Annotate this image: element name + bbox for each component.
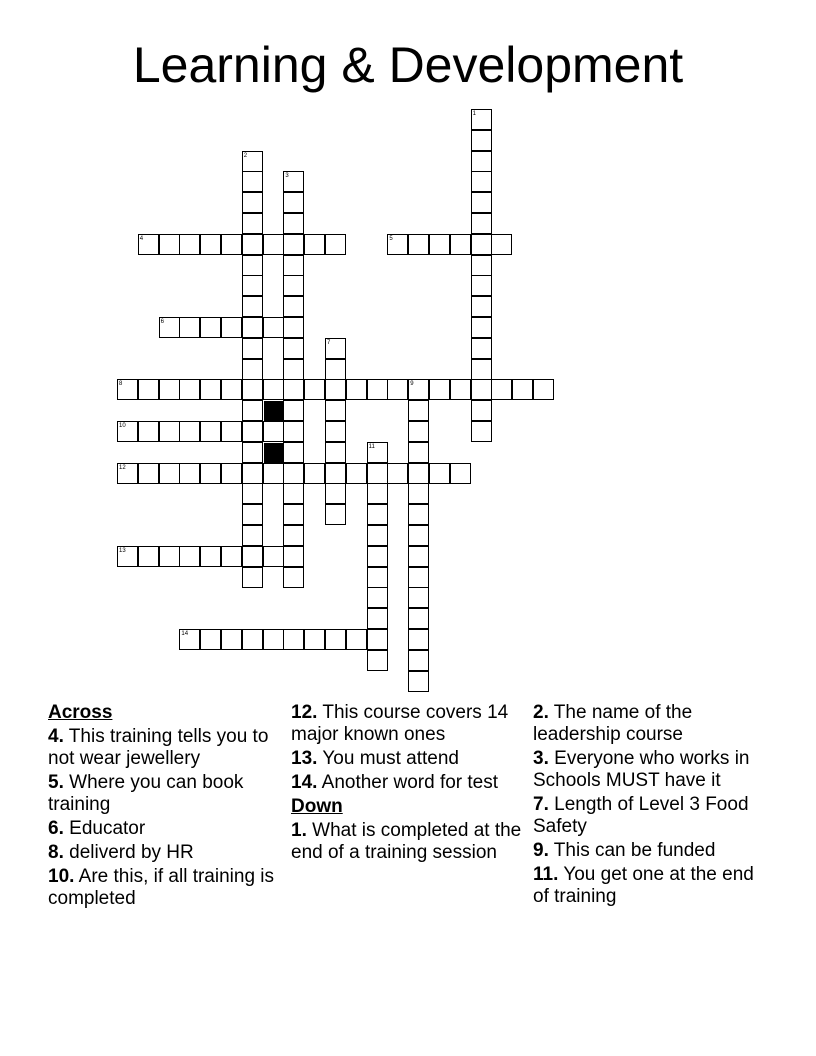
clue-number: 6. — [48, 818, 64, 839]
grid-cell[interactable] — [221, 234, 242, 255]
grid-cell[interactable] — [242, 546, 263, 567]
clues-column-2 — [291, 702, 527, 866]
clue-text: Are this, if all training is completed — [48, 866, 275, 909]
grid-cell[interactable] — [408, 525, 429, 546]
black-square — [264, 443, 284, 463]
grid-cell[interactable] — [325, 400, 346, 421]
grid-cell[interactable] — [471, 400, 492, 421]
clue-text: Another word for test — [321, 772, 499, 793]
grid-cell[interactable] — [283, 483, 304, 504]
grid-cell[interactable] — [242, 317, 263, 338]
cell-number: 13 — [119, 547, 126, 554]
clue-text: Everyone who works in Schools MUST have it — [533, 748, 750, 791]
grid-cell[interactable] — [242, 359, 263, 380]
grid-cell[interactable] — [283, 546, 304, 567]
grid-cell[interactable] — [138, 546, 159, 567]
grid-cell[interactable] — [200, 421, 221, 442]
grid-cell[interactable] — [200, 463, 221, 484]
grid-cell[interactable] — [242, 379, 263, 400]
grid-cell[interactable] — [263, 463, 284, 484]
grid-cell[interactable] — [179, 546, 200, 567]
grid-cell[interactable] — [283, 379, 304, 400]
clue-number: 7. — [533, 794, 549, 815]
grid-cell[interactable] — [346, 463, 367, 484]
grid-cell[interactable] — [283, 400, 304, 421]
page-title: Learning & Development — [132, 37, 684, 93]
clue-across-6 — [48, 818, 284, 840]
grid-cell[interactable] — [471, 296, 492, 317]
grid-cell[interactable] — [221, 629, 242, 650]
grid-cell[interactable] — [408, 546, 429, 567]
grid-cell[interactable] — [283, 213, 304, 234]
grid-cell[interactable] — [179, 379, 200, 400]
grid-cell[interactable] — [242, 442, 263, 463]
cell-number: 11 — [368, 443, 375, 450]
grid-cell[interactable] — [283, 421, 304, 442]
grid-cell[interactable] — [367, 650, 388, 671]
grid-cell[interactable] — [159, 546, 180, 567]
grid-cell[interactable] — [283, 629, 304, 650]
grid-cell[interactable] — [367, 629, 388, 650]
grid-cell[interactable] — [221, 463, 242, 484]
grid-cell[interactable] — [325, 442, 346, 463]
grid-cell[interactable] — [283, 317, 304, 338]
grid-cell[interactable] — [242, 504, 263, 525]
clue-number: 1. — [291, 820, 307, 841]
grid-cell[interactable] — [263, 234, 284, 255]
clues-column-1 — [48, 702, 284, 912]
clue-down-1 — [291, 820, 527, 864]
grid-cell[interactable] — [304, 629, 325, 650]
grid-cell[interactable] — [408, 483, 429, 504]
clue-number: 12. — [291, 702, 318, 723]
grid-cell[interactable] — [283, 255, 304, 276]
grid-cell[interactable] — [200, 546, 221, 567]
grid-cell[interactable] — [408, 650, 429, 671]
grid-cell[interactable] — [429, 463, 450, 484]
clue-number: 3. — [533, 748, 549, 769]
down-heading: Down — [291, 796, 343, 817]
grid-cell[interactable] — [179, 463, 200, 484]
grid-cell[interactable] — [242, 275, 263, 296]
grid-cell[interactable] — [471, 130, 492, 151]
cell-number: 6 — [160, 319, 164, 325]
grid-cell[interactable] — [263, 317, 284, 338]
grid-cell[interactable] — [242, 463, 263, 484]
grid-cell[interactable] — [283, 234, 304, 255]
grid-cell[interactable] — [159, 421, 180, 442]
grid-cell[interactable] — [408, 671, 429, 692]
grid-cell[interactable] — [471, 213, 492, 234]
grid-cell[interactable] — [367, 546, 388, 567]
grid-cell[interactable] — [242, 234, 263, 255]
cell-number: 5 — [389, 235, 393, 242]
grid-cell[interactable] — [283, 338, 304, 359]
grid-cell[interactable] — [367, 379, 388, 400]
clue-text: The name of the leadership course — [533, 702, 693, 745]
grid-cell[interactable] — [325, 379, 346, 400]
grid-cell[interactable] — [450, 379, 471, 400]
grid-cell[interactable] — [367, 483, 388, 504]
cell-number: 4 — [139, 235, 144, 242]
grid-cell[interactable] — [408, 587, 429, 608]
grid-cell[interactable] — [242, 171, 263, 192]
grid-cell[interactable] — [346, 379, 367, 400]
clue-text: Educator — [69, 818, 146, 839]
grid-cell[interactable] — [304, 234, 325, 255]
clue-number: 10. — [48, 866, 75, 887]
grid-cell[interactable] — [325, 234, 346, 255]
grid-cell[interactable] — [159, 379, 180, 400]
clue-number: 14. — [291, 772, 318, 793]
clue-text: You must attend — [322, 748, 459, 769]
grid-cell[interactable] — [242, 629, 263, 650]
grid-cell[interactable] — [367, 587, 388, 608]
clue-text: Where you can book training — [48, 772, 244, 815]
grid-cell[interactable] — [471, 379, 492, 400]
cell-number: 8 — [119, 381, 123, 388]
clue-across-13 — [291, 748, 527, 770]
grid-cell[interactable] — [283, 442, 304, 463]
grid-cell[interactable] — [200, 379, 221, 400]
grid-cell[interactable] — [367, 463, 388, 484]
grid-cell[interactable] — [304, 463, 325, 484]
grid-cell[interactable] — [471, 421, 492, 442]
clue-number: 8. — [48, 842, 64, 863]
clue-across-8 — [48, 842, 284, 864]
grid-cell[interactable] — [159, 463, 180, 484]
grid-cell[interactable] — [200, 629, 221, 650]
grid-cell[interactable] — [408, 567, 429, 588]
grid-cell[interactable] — [138, 379, 159, 400]
clue-number: 4. — [48, 726, 64, 747]
grid-cell[interactable] — [283, 463, 304, 484]
grid-cell[interactable] — [471, 151, 492, 172]
clues-column-3 — [533, 702, 769, 910]
cell-number: 14 — [181, 631, 189, 637]
grid-cell[interactable] — [242, 421, 263, 442]
grid-cell[interactable] — [408, 463, 429, 484]
grid-cell[interactable] — [242, 567, 263, 588]
grid-cell[interactable] — [325, 483, 346, 504]
grid-cell[interactable] — [471, 234, 492, 255]
grid-cell[interactable] — [408, 504, 429, 525]
grid-cell[interactable] — [221, 546, 242, 567]
grid-cell[interactable] — [179, 234, 200, 255]
grid-cell[interactable] — [408, 442, 429, 463]
clue-down-11 — [533, 864, 769, 908]
grid-cell[interactable] — [408, 421, 429, 442]
grid-cell[interactable] — [221, 317, 242, 338]
grid-cell[interactable] — [429, 379, 450, 400]
grid-cell[interactable] — [429, 234, 450, 255]
grid-cell[interactable] — [408, 629, 429, 650]
grid-cell[interactable] — [450, 234, 471, 255]
grid-cell[interactable] — [242, 192, 263, 213]
grid-cell[interactable] — [367, 504, 388, 525]
grid-cell[interactable] — [512, 379, 533, 400]
grid-cell[interactable] — [533, 379, 554, 400]
clue-text: You get one at the end of training — [533, 864, 754, 907]
grid-cell[interactable] — [408, 400, 429, 421]
grid-cell[interactable] — [138, 421, 159, 442]
clue-number: 5. — [48, 772, 64, 793]
black-square — [264, 401, 284, 421]
clue-across-12 — [291, 702, 527, 746]
grid-cell[interactable] — [471, 338, 492, 359]
grid-cell[interactable] — [283, 296, 304, 317]
clue-number: 13. — [291, 748, 318, 769]
grid-cell[interactable] — [491, 379, 512, 400]
clue-down-7 — [533, 794, 769, 838]
grid-cell[interactable] — [471, 275, 492, 296]
clue-down-3 — [533, 748, 769, 792]
grid-cell[interactable] — [221, 421, 242, 442]
cell-number: 7 — [327, 339, 331, 346]
grid-cell[interactable] — [263, 629, 284, 650]
grid-cell[interactable] — [325, 359, 346, 380]
grid-cell[interactable] — [450, 463, 471, 484]
cell-number: 12 — [119, 464, 126, 471]
clue-text: This training tells you to not wear jewellery — [48, 726, 269, 769]
grid-cell[interactable] — [283, 192, 304, 213]
clue-across-10 — [48, 866, 284, 910]
grid-cell[interactable] — [387, 463, 408, 484]
cell-number: 10 — [119, 423, 126, 429]
clue-across-14 — [291, 772, 527, 794]
clue-down-9 — [533, 840, 769, 862]
grid-cell[interactable] — [200, 317, 221, 338]
grid-cell[interactable] — [242, 255, 263, 276]
grid-cell[interactable] — [263, 421, 284, 442]
grid-cell[interactable] — [408, 608, 429, 629]
grid-cell[interactable] — [283, 567, 304, 588]
cell-number: 2 — [243, 152, 248, 159]
grid-cell[interactable] — [367, 567, 388, 588]
grid-cell[interactable] — [242, 525, 263, 546]
grid-cell[interactable] — [387, 379, 408, 400]
grid-cell[interactable] — [200, 234, 221, 255]
grid-cell[interactable] — [242, 483, 263, 504]
cell-number: 3 — [285, 173, 289, 180]
clue-number: 9. — [533, 840, 549, 861]
grid-cell[interactable] — [263, 379, 284, 400]
clue-text: What is completed at the end of a training session — [291, 820, 522, 863]
grid-cell[interactable] — [408, 234, 429, 255]
grid-cell[interactable] — [325, 463, 346, 484]
grid-cell[interactable] — [242, 213, 263, 234]
clue-down-2 — [533, 702, 769, 746]
grid-cell[interactable] — [138, 463, 159, 484]
grid-cell[interactable] — [242, 400, 263, 421]
clue-number: 11. — [533, 864, 559, 885]
grid-cell[interactable] — [471, 317, 492, 338]
grid-cell[interactable] — [471, 359, 492, 380]
grid-cell[interactable] — [325, 629, 346, 650]
clue-text: This course covers 14 major known ones — [291, 702, 509, 745]
grid-cell[interactable] — [179, 317, 200, 338]
clue-across-4 — [48, 726, 284, 770]
grid-cell[interactable] — [325, 504, 346, 525]
clue-across-5 — [48, 772, 284, 816]
grid-cell[interactable] — [471, 192, 492, 213]
cell-number: 1 — [472, 111, 476, 117]
clue-text: deliverd by HR — [69, 842, 194, 863]
grid-cell[interactable] — [367, 525, 388, 546]
grid-cell[interactable] — [304, 379, 325, 400]
grid-cell[interactable] — [242, 296, 263, 317]
grid-cell[interactable] — [325, 421, 346, 442]
grid-cell[interactable] — [179, 421, 200, 442]
clue-text: Length of Level 3 Food Safety — [533, 794, 749, 837]
clue-number: 2. — [533, 702, 549, 723]
across-heading: Across — [48, 702, 113, 723]
clue-text: This can be funded — [553, 840, 716, 861]
grid-cell[interactable] — [159, 234, 180, 255]
grid-cell[interactable] — [283, 504, 304, 525]
grid-cell[interactable] — [221, 379, 242, 400]
grid-cell[interactable] — [471, 255, 492, 276]
grid-cell[interactable] — [263, 546, 284, 567]
grid-cell[interactable] — [242, 338, 263, 359]
grid-cell[interactable] — [283, 359, 304, 380]
grid-cell[interactable] — [346, 629, 367, 650]
grid-cell[interactable] — [471, 171, 492, 192]
grid-cell[interactable] — [283, 275, 304, 296]
cell-number: 9 — [410, 381, 414, 388]
grid-cell[interactable] — [283, 525, 304, 546]
grid-cell[interactable] — [367, 608, 388, 629]
grid-cell[interactable] — [491, 234, 512, 255]
